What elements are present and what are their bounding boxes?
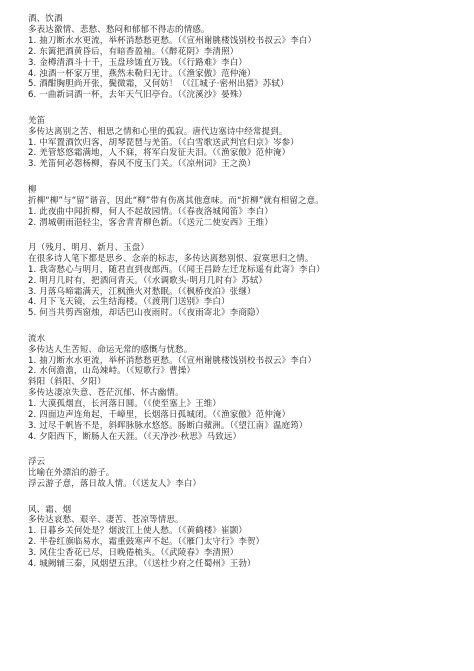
section bbox=[28, 14, 474, 101]
text-line: 在很多诗人笔下都是思乡、念亲的标志，多传达离愁别恨、寂寞思归之情。 bbox=[28, 253, 314, 264]
text-line: 多传达哀愁、艰辛、凄苦、苍凉等情思。 bbox=[28, 515, 184, 526]
text-line: 6. 一曲新词酒一杯，去年天气旧亭台。（《浣溪沙》晏殊） bbox=[28, 90, 248, 101]
text-line: 折柳“柳”与“留”谐音，因此“柳”带有伤离其他意味。而“折柳”就有相留之意。 bbox=[28, 195, 324, 206]
text-line: 斜阳（斜阳、夕阳） bbox=[28, 377, 106, 388]
text-line: 1. 我寄愁心与明月，随君直到夜郎西。（《闻王昌龄左迁龙标遥有此寄》李白） bbox=[28, 264, 325, 275]
text-line: 2. 渭城朝雨浥轻尘，客舍青青柳色新。（《送元二使安西》王维） bbox=[28, 217, 273, 228]
text-line: 2. 四面边声连角起，千嶂里，长烟落日孤城闭。（《渔家傲》范仲淹） bbox=[28, 410, 291, 421]
text-line: 1. 大漠孤烟直，长河落日圆。（《使至塞上》王维） bbox=[28, 399, 222, 410]
text-line: 1. 中军置酒饮归客，胡琴琵琶与羌笛。（《白雪歌送武判官归京》岑参） bbox=[28, 137, 299, 148]
section-title: 月（残月、明月、新月、玉盘） bbox=[28, 242, 150, 253]
text-line: 4. 夕阳西下，断肠人在天涯。（《天净沙·秋思》马致远） bbox=[28, 431, 242, 442]
text-line: 3. 羌笛何必怨杨柳，春风不度玉门关。（《凉州词》王之涣） bbox=[28, 159, 256, 170]
text-line: 1. 此夜曲中闻折柳，何人不起故园情。（《春夜洛城闻笛》李白） bbox=[28, 206, 273, 217]
text-line: 浮云游子意，落日故人情。（《送友人》李白） bbox=[28, 479, 202, 490]
section bbox=[28, 116, 474, 171]
text-line: 1. 抽刀断水水更流，举杯消愁愁更愁。（《宣州谢朓楼饯别校书叔云》李白） bbox=[28, 35, 317, 46]
text-line: 2. 东篱把酒黄昏后，有暗香盈袖。（《醉花阴》李清照） bbox=[28, 46, 239, 57]
text-line: 4. 月下飞天镜，云生结海楼。（《渡荆门送别》李白） bbox=[28, 297, 230, 308]
section-title: 浮云 bbox=[28, 457, 46, 468]
text-line: 3. 风住尘香花已尽，日晚倦梳头。（《武陵春》李清照） bbox=[28, 548, 239, 559]
text-line: 5. 何当共剪西窗烛，却话巴山夜雨时。（《夜雨寄北》李商隐） bbox=[28, 308, 265, 319]
text-line: 多传达人生苦短、命运无常的感慨与忧愁。 bbox=[28, 344, 193, 355]
text-line: 1. 日暮乡关何处是？烟波江上使人愁。（《黄鹤楼》崔颢） bbox=[28, 526, 248, 537]
section-title: 风、霜、烟 bbox=[28, 504, 72, 515]
text-line: 3. 月落乌啼霜满天，江枫渔火对愁眠。（《枫桥夜泊》张继） bbox=[28, 286, 256, 297]
text-line: 4. 城阙辅三秦，风烟望五津。（《送杜少府之任蜀州》王勃） bbox=[28, 559, 256, 570]
section-title: 流水 bbox=[28, 333, 46, 344]
section bbox=[28, 185, 474, 229]
text-line: 多传达凄凉失意、苍茫沉郁、怀古幽情。 bbox=[28, 388, 184, 399]
section-title: 酒、饮酒 bbox=[28, 14, 63, 24]
section bbox=[28, 505, 474, 570]
section-title: 羌笛 bbox=[28, 115, 46, 126]
section bbox=[28, 334, 474, 443]
text-line: 5. 酒酣胸胆尚开张，鬓微霜，又何妨！（《江城子·密州出猎》苏轼） bbox=[28, 79, 289, 90]
section bbox=[28, 457, 474, 490]
text-line: 2. 明月几时有，把酒问青天。（《水调歌头·明月几时有》苏轼） bbox=[28, 275, 268, 286]
text-line: 2. 羌管悠悠霜满地，人不寐，将军白发征夫泪。（《渔家傲》范仲淹） bbox=[28, 148, 291, 159]
text-line: 2. 水何澹澹，山岛竦峙。（《短歌行》曹操） bbox=[28, 366, 196, 377]
text-line: 3. 金樽清酒斗十千，玉盘珍馐直万钱。（《行路难》李白） bbox=[28, 57, 248, 68]
text-line: 3. 过尽千帆皆不是，斜晖脉脉水悠悠。肠断白蘋洲。（《望江南》温庭筠） bbox=[28, 421, 308, 431]
text-line: 2. 半卷红旗临易水，霜重鼓寒声不起。（《雁门太守行》李贺） bbox=[28, 537, 265, 548]
section-title: 柳 bbox=[28, 184, 37, 195]
section bbox=[28, 243, 474, 319]
text-line: 4. 浊酒一杯家万里，燕然未勒归无计。（《渔家傲》范仲淹） bbox=[28, 68, 256, 79]
text-line: 多表达激情、悲愁、愁闷和郁郁不得志的情感。 bbox=[28, 24, 210, 35]
text-line: 多传达离别之苦、相思之情和心里的孤寂。唐代边塞诗中经常提到。 bbox=[28, 126, 288, 137]
text-line: 1. 抽刀断水水更流，举杯消愁愁更愁。（《宣州谢朓楼饯别校书叔云》李白） bbox=[28, 355, 317, 366]
text-line: 比喻在外漂泊的游子。 bbox=[28, 468, 115, 479]
